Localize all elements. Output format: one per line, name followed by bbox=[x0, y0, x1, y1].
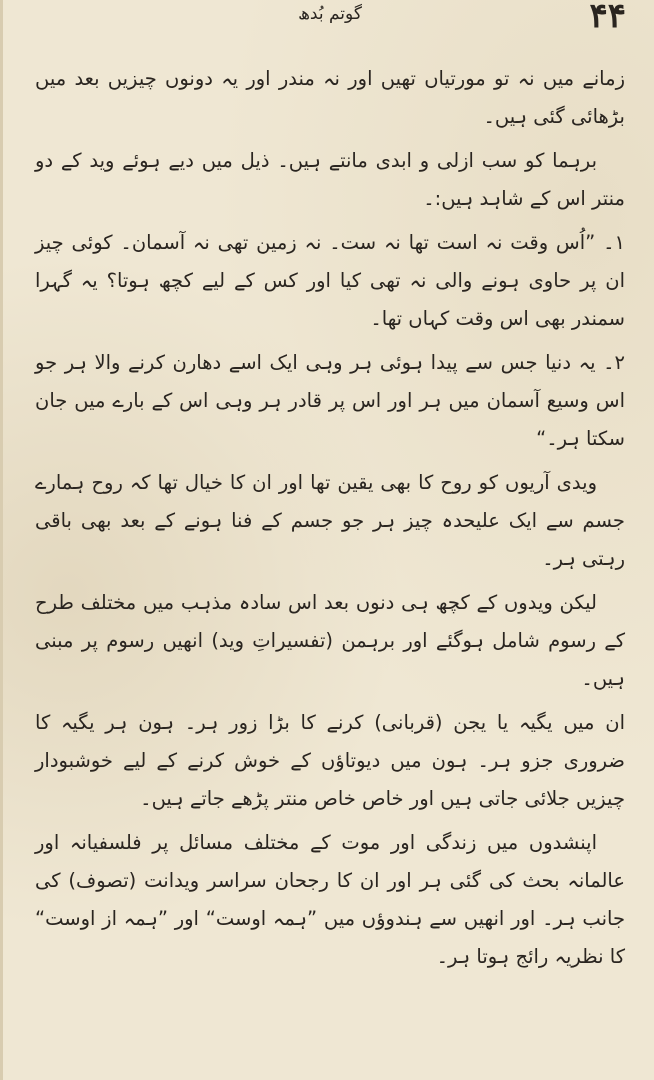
paragraph-7: ان میں یگیہ یا یجن (قربانی) کرنے کا بڑا زور ہر۔ ہون ہر یگیہ کا ضروری جزو ہر۔ ہون میں دیوتاؤں کے خوش کرنے کے لیے خوشبودار چیزیں جلائی جاتی ہیں اور خاص خاص منتر پڑھے جاتے ہیں۔ bbox=[35, 711, 625, 810]
running-title: گوتم بُدھ bbox=[298, 4, 362, 24]
page-header bbox=[3, 0, 654, 40]
paragraph-5: ویدی آریوں کو روح کا بھی یقین تھا اور ان کا خیال تھا کہ روح ہمارے جسم سے ایک علیحدہ چیز ہر جو جسم کے فنا ہونے کے بعد بھی باقی رہتی ہر۔ bbox=[35, 471, 625, 570]
body-text bbox=[35, 60, 625, 982]
paragraph-2: برہما کو سب ازلی و ابدی مانتے ہیں۔ ذیل میں دیے ہوئے وید کے دو منتر اس کے شاہد ہیں:۔ bbox=[35, 149, 625, 210]
paragraph-mantra-2: ۲۔ یہ دنیا جس سے پیدا ہوئی ہر وہی ایک اسے دھارن کرنے والا ہر جو اس وسیع آسمان میں ہر اور اس پر قادر ہر وہی اس کے بارے میں جان سکتا ہر۔“ bbox=[35, 351, 625, 450]
paragraph-1: زمانے میں نہ تو مورتیاں تھیں اور نہ مندر اور یہ دونوں چیزیں بعد میں بڑھائی گئی ہیں۔ bbox=[35, 67, 625, 128]
page-number: ۴۴ bbox=[589, 0, 626, 36]
paragraph-mantra-1: ۱۔ ”اُس وقت نہ است تھا نہ ست۔ نہ زمین تھی نہ آسمان۔ کوئی چیز ان پر حاوی ہونے والی نہ تھی کیا اور کس کے لیے کچھ ہوتا؟ یہ گہرا سمندر بھی اس وقت کہاں تھا۔ bbox=[35, 231, 625, 330]
paragraph-6: لیکن ویدوں کے کچھ ہی دنوں بعد اس سادہ مذہب میں مختلف طرح کے رسوم شامل ہوگئے اور برہمن (تفسیراتِ وید) انھیں رسوم پر مبنی ہیں۔ bbox=[35, 591, 625, 690]
paragraph-8: اپنشدوں میں زندگی اور موت کے مختلف مسائل پر فلسفیانہ اور عالمانہ بحث کی گئی ہر اور ان کا رجحان سراسر ویدانت (تصوف) کی جانب ہر۔ اور انھیں سے ہندوؤں میں ”ہمہ اوست“ اور ”ہمہ از اوست“ کا نظریہ رائج ہوتا ہر۔ bbox=[35, 831, 625, 968]
